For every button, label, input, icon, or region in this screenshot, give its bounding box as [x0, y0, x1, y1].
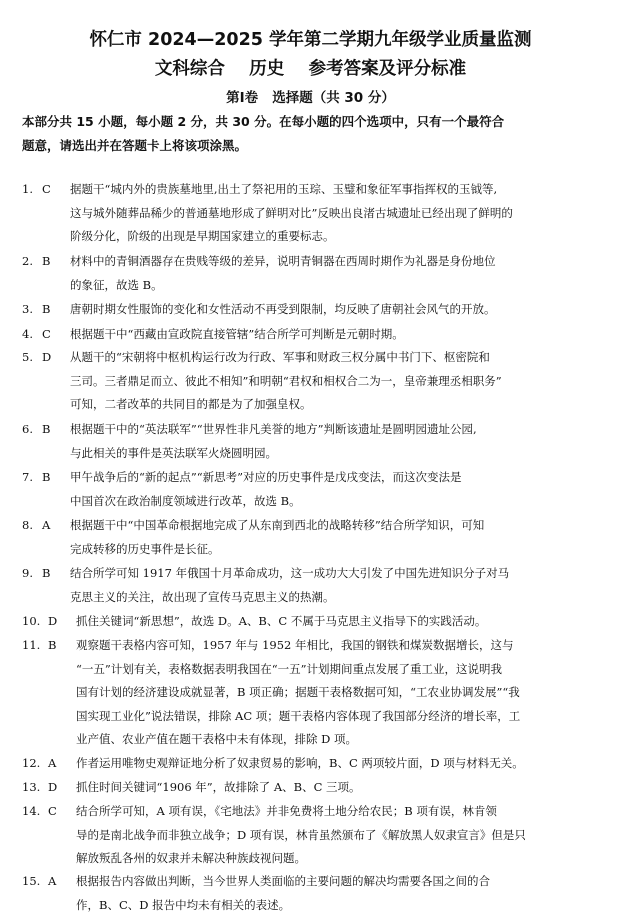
- question-number: 8.: [22, 514, 42, 538]
- question-explanation-line: 根据题干中“中国革命根据地完成了从东南到西北的战略转移”结合所学知识，可知: [70, 514, 602, 538]
- question-answer: C: [42, 178, 70, 202]
- question-explanation-line: 阶级分化，阶级的出现是早期国家建立的重要标志。: [22, 225, 602, 249]
- question-explanation-line: 甲午战争后的“新的起点”“新思考”对应的历史事件是戊戌变法，而这次变法是: [70, 466, 602, 490]
- question-item: [22, 752, 602, 776]
- question-explanation-line: 结合所学可知 1917 年俄国十月革命成功，这一成功大大引发了中国先进知识分子对马: [70, 562, 602, 586]
- question-explanation-line: 与此相关的事件是英法联军火烧圆明园。: [22, 442, 602, 466]
- question-answer: A: [42, 514, 70, 538]
- question-answer: B: [42, 562, 70, 586]
- question-explanation-line: 完成转移的历史事件是长征。: [22, 538, 602, 562]
- question-number: 14.: [22, 800, 48, 824]
- question-answer: C: [42, 323, 70, 347]
- question-number: 2.: [22, 250, 42, 274]
- question-number: 12.: [22, 752, 48, 776]
- question-number: 10.: [22, 610, 48, 634]
- question-explanation-line: 从题干的“宋朝将中枢机构运行改为行政、军事和财政三权分属中书门下、枢密院和: [70, 346, 602, 370]
- question-item: [22, 800, 602, 871]
- question-answer: B: [42, 250, 70, 274]
- question-explanation-line: 导的是南北战争而非独立战争；D 项有误，林肯虽然颁布了《解放黑人奴隶宣言》但是只: [22, 824, 602, 848]
- question-item: [22, 298, 602, 322]
- question-item: [22, 610, 602, 634]
- section-title: 第Ⅰ卷 选择题（共 30 分）: [0, 86, 621, 106]
- question-number: 15.: [22, 870, 48, 894]
- question-answer: B: [48, 634, 76, 658]
- question-answer: A: [48, 752, 76, 776]
- question-explanation-line: 观察题干表格内容可知，1957 年与 1952 年相比，我国的钢铁和煤炭数据增长，这与: [76, 634, 602, 658]
- question-item: [22, 514, 602, 561]
- question-explanation-line: 克思主义的关注，故出现了宣传马克思主义的热潮。: [22, 586, 602, 610]
- question-explanation-line: 可知，二者改革的共同目的都是为了加强皇权。: [22, 393, 602, 417]
- intro-line: 本部分共 15 小题，每小题 2 分，共 30 分。在每小题的四个选项中，只有一个最符合: [22, 110, 600, 134]
- question-item: [22, 418, 602, 465]
- question-number: 4.: [22, 323, 42, 347]
- document-subtitle: 文科综合 历史 参考答案及评分标准: [0, 55, 621, 80]
- question-number: 9.: [22, 562, 42, 586]
- question-item: [22, 466, 602, 513]
- question-answer: B: [42, 298, 70, 322]
- question-number: 7.: [22, 466, 42, 490]
- question-item: [22, 870, 602, 917]
- question-explanation-line: 材料中的青铜酒器存在贵贱等级的差异，说明青铜器在西周时期作为礼器是身份地位: [70, 250, 602, 274]
- question-answer: B: [42, 466, 70, 490]
- question-item: [22, 346, 602, 417]
- question-explanation-line: 据题干“城内外的贵族墓地里,出土了祭祀用的玉琮、玉璧和象征军事指挥权的玉钺等,: [70, 178, 602, 202]
- question-number: 6.: [22, 418, 42, 442]
- question-number: 5.: [22, 346, 42, 370]
- question-explanation-line: 根据报告内容做出判断，当今世界人类面临的主要问题的解决均需要各国之间的合: [76, 870, 602, 894]
- document-title: 怀仁市 2024—2025 学年第二学期九年级学业质量监测: [0, 26, 621, 51]
- question-number: 11.: [22, 634, 48, 658]
- question-item: [22, 323, 602, 347]
- question-explanation-line: 结合所学可知，A 项有误，《宅地法》并非免费将土地分给农民；B 项有误，林肯领: [76, 800, 602, 824]
- question-explanation-line: 解放叛乱各州的奴隶并未解决种族歧视问题。: [22, 847, 602, 871]
- question-answer: D: [48, 610, 76, 634]
- question-answer: A: [48, 870, 76, 894]
- question-number: 3.: [22, 298, 42, 322]
- question-explanation-line: 根据题干中的“英法联军”“世界性非凡美誉的地方”判断该遗址是圆明园遗址公园,: [70, 418, 602, 442]
- question-number: 13.: [22, 776, 48, 800]
- section-intro: [22, 110, 600, 158]
- question-explanation-line: 的象征，故选 B。: [22, 274, 602, 298]
- question-explanation-line: “一五”计划有关，表格数据表明我国在“一五”计划期间重点发展了重工业，这说明我: [22, 658, 602, 682]
- question-answer: B: [42, 418, 70, 442]
- question-item: [22, 562, 602, 609]
- question-item: [22, 178, 602, 249]
- question-explanation-line: 中国首次在政治制度领域进行改革，故选 B。: [22, 490, 602, 514]
- question-explanation-line: 根据题干中“西藏由宣政院直接管辖”结合所学可判断是元朝时期。: [70, 323, 602, 347]
- question-item: [22, 776, 602, 800]
- question-explanation-line: 作，B、C、D 报告中均未有相关的表述。: [22, 894, 602, 917]
- question-item: [22, 250, 602, 297]
- question-explanation-line: 抓住时间关键词“1906 年”，故排除了 A、B、C 三项。: [76, 776, 602, 800]
- question-explanation-line: 抓住关键词“新思想”，故选 D。A、B、C 不属于马克思主义指导下的实践活动。: [76, 610, 602, 634]
- question-explanation-line: 作者运用唯物史观辩证地分析了奴隶贸易的影响，B、C 两项较片面，D 项与材料无关。: [76, 752, 602, 776]
- intro-line: 题意，请选出并在答题卡上将该项涂黑。: [22, 134, 600, 158]
- question-number: 1.: [22, 178, 42, 202]
- question-answer: C: [48, 800, 76, 824]
- question-explanation-line: 业产值、农业产值在题干表格中未有体现，排除 D 项。: [22, 728, 602, 752]
- question-explanation-line: 三司。三者鼎足而立、彼此不相知”和明朝“君权和相权合二为一，皇帝兼理丞相职务”: [22, 370, 602, 394]
- question-explanation-line: 这与城外随葬品稀少的普通墓地形成了鲜明对比”反映出良渚古城遗址已经出现了鲜明的: [22, 202, 602, 226]
- question-explanation-line: 国有计划的经济建设成就显著，B 项正确；据题干表格数据可知，“工农业协调发展”“我: [22, 681, 602, 705]
- question-answer: D: [42, 346, 70, 370]
- question-item: [22, 634, 602, 752]
- question-explanation-line: 国实现工业化”说法错误，排除 AC 项；题干表格内容体现了我国部分经济的增长率，工: [22, 705, 602, 729]
- question-explanation-line: 唐朝时期女性服饰的变化和女性活动不再受到限制，均反映了唐朝社会风气的开放。: [70, 298, 602, 322]
- question-answer: D: [48, 776, 76, 800]
